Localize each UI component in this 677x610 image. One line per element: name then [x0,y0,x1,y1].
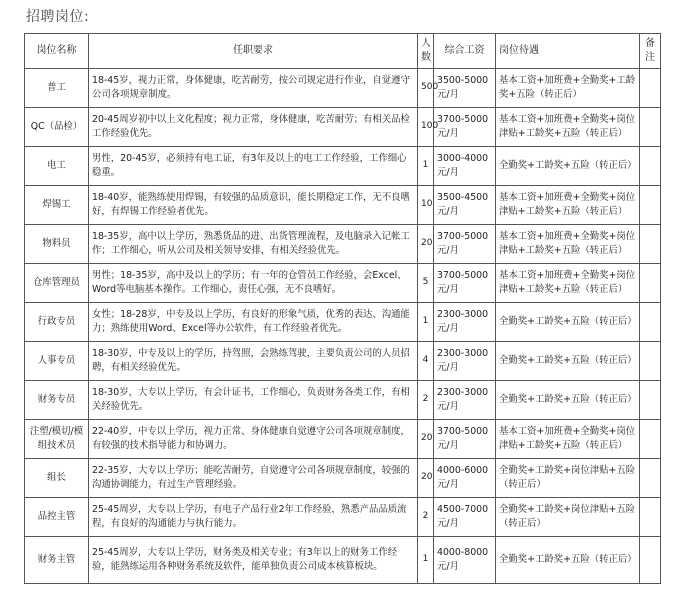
header-note: 备注 [640,34,661,69]
table-row [25,537,661,584]
header-salary: 综合工资 [434,34,496,69]
job-note [640,459,661,498]
job-requirements: 男性，20-45岁，必须持有电工证，有3年及以上的电工工作经验，工作细心稳重。 [89,147,418,186]
job-name: 财务专员 [25,381,89,420]
job-count: 1 [418,537,434,584]
table-row [25,381,661,420]
job-salary: 2300-3000元/月 [434,381,496,420]
job-note [640,186,661,225]
job-requirements: 18-30岁，中专及以上的学历，持驾照，会熟练驾驶，主要负责公司的人员招聘，有相关经验优先。 [89,342,418,381]
table-row [25,69,661,108]
job-name: 电工 [25,147,89,186]
job-salary: 3000-4000元/月 [434,147,496,186]
table-row [25,225,661,264]
job-note [640,108,661,147]
job-table [24,33,661,584]
job-name: 行政专员 [25,303,89,342]
table-row [25,108,661,147]
header-name: 岗位名称 [25,34,89,69]
job-count: 2 [418,381,434,420]
job-benefits: 全勤奖+工龄奖+五险（转正后） [496,342,640,381]
table-row [25,459,661,498]
table-row [25,342,661,381]
job-name: 物料员 [25,225,89,264]
job-note [640,342,661,381]
job-salary: 2300-3000元/月 [434,342,496,381]
job-note [640,381,661,420]
job-name: 组长 [25,459,89,498]
job-note [640,264,661,303]
job-requirements: 22-40岁，中专以上学历，视力正常、身体健康自觉遵守公司各项规章制度，有较强的技术指导能力和协调力。 [89,420,418,459]
job-note [640,147,661,186]
job-requirements: 男性；18-35岁，高中及以上的学历；有一年的仓管员工作经验，会Excel、Word等电脑基本操作。工作细心，责任心强，无不良嗜好。 [89,264,418,303]
job-count: 100 [418,108,434,147]
job-name: 仓库管理员 [25,264,89,303]
header-requirements: 任职要求 [89,34,418,69]
job-benefits: 全勤奖+工龄奖+五险（转正后） [496,147,640,186]
job-count: 2 [418,498,434,537]
job-count: 500 [418,69,434,108]
page-title: 招聘岗位: [26,9,90,25]
job-requirements: 25-45周岁，大专以上学历，财务类及相关专业；有3年以上的财务工作经验，能熟练运用各种财务系统及软件，能单独负责公司成本核算板块。 [89,537,418,584]
job-name: 人事专员 [25,342,89,381]
job-requirements: 20-45周岁初中以上文化程度；视力正常，身体健康，吃苦耐劳；有相关品检工作经验优先。 [89,108,418,147]
job-salary: 3500-4500元/月 [434,186,496,225]
job-note [640,303,661,342]
job-benefits: 全勤奖+工龄奖+五险（转正后） [496,303,640,342]
job-count: 20 [418,225,434,264]
job-requirements: 18-30岁，大专以上学历，有会计证书，工作细心，负责财务各类工作，有相关经验优先。 [89,381,418,420]
job-salary: 2300-3000元/月 [434,303,496,342]
job-note [640,69,661,108]
job-salary: 3700-5000元/月 [434,264,496,303]
table-row [25,303,661,342]
job-note [640,225,661,264]
job-note [640,420,661,459]
job-note [640,498,661,537]
header-count: 人数 [418,34,434,69]
job-salary: 4500-7000元/月 [434,498,496,537]
job-salary: 4000-8000元/月 [434,537,496,584]
job-benefits: 全勤奖+工龄奖+岗位津贴+五险（转正后） [496,459,640,498]
job-count: 20 [418,459,434,498]
job-requirements: 22-35岁，大专以上学历；能吃苦耐劳，自觉遵守公司各项规章制度，较强的沟通协调能力，有过生产管理经验。 [89,459,418,498]
job-salary: 4000-6000元/月 [434,459,496,498]
table-row [25,420,661,459]
job-requirements: 女性；18-28岁，中专及以上学历，有良好的形象气质，优秀的表达、沟通能力；熟练使用Word、Excel等办公软件，有工作经验者优先。 [89,303,418,342]
table-row [25,498,661,537]
job-benefits: 基本工资+加班费+全勤奖+工龄奖+五险（转正后） [496,69,640,108]
job-name: QC（品检） [25,108,89,147]
job-salary: 3500-5000元/月 [434,69,496,108]
job-count: 5 [418,264,434,303]
job-name: 普工 [25,69,89,108]
job-count: 1 [418,303,434,342]
job-benefits: 基本工资+加班费+全勤奖+岗位津贴+工龄奖+五险（转正后） [496,420,640,459]
job-name: 品控主管 [25,498,89,537]
job-salary: 3700-5000元/月 [434,108,496,147]
header-benefits: 岗位待遇 [496,34,640,69]
job-benefits: 全勤奖+工龄奖+五险（转正后） [496,537,640,584]
job-name: 注塑/模切/模组技术员 [25,420,89,459]
job-name: 财务主管 [25,537,89,584]
job-requirements: 18-40岁，能熟练使用焊锡，有较强的品质意识，能长期稳定工作，无不良嗜好，有焊锡工作经验者优先。 [89,186,418,225]
job-benefits: 基本工资+加班费+全勤奖+岗位津贴+工龄奖+五险（转正后） [496,108,640,147]
job-benefits: 基本工资+加班费+全勤奖+岗位津贴+工龄奖+五险（转正后） [496,264,640,303]
job-count: 20 [418,420,434,459]
job-salary: 3700-5000元/月 [434,420,496,459]
job-benefits: 基本工资+加班费+全勤奖+岗位津贴+工龄奖+五险（转正后） [496,186,640,225]
table-header-row [25,34,661,69]
job-benefits: 全勤奖+工龄奖+五险（转正后） [496,381,640,420]
table-row [25,186,661,225]
job-benefits: 基本工资+加班费+全勤奖+岗位津贴+工龄奖+五险（转正后） [496,225,640,264]
job-salary: 3700-5000元/月 [434,225,496,264]
job-requirements: 18-45岁，视力正常，身体健康，吃苦耐劳，按公司规定进行作业，自觉遵守公司各项规章制度。 [89,69,418,108]
job-requirements: 25-45周岁，大专以上学历，有电子产品行业2年工作经验，熟悉产品品质流程，有良好的沟通能力与执行能力。 [89,498,418,537]
job-count: 4 [418,342,434,381]
table-row [25,147,661,186]
job-count: 10 [418,186,434,225]
job-name: 焊锡工 [25,186,89,225]
job-note [640,537,661,584]
table-row [25,264,661,303]
job-requirements: 18-35岁，高中以上学历，熟悉货品的进、出货管理流程，及电脑录入记帐工作；工作细心，听从公司及相关领导安排，有相关经验优先。 [89,225,418,264]
job-benefits: 全勤奖+工龄奖+岗位津贴+五险（转正后） [496,498,640,537]
job-count: 1 [418,147,434,186]
